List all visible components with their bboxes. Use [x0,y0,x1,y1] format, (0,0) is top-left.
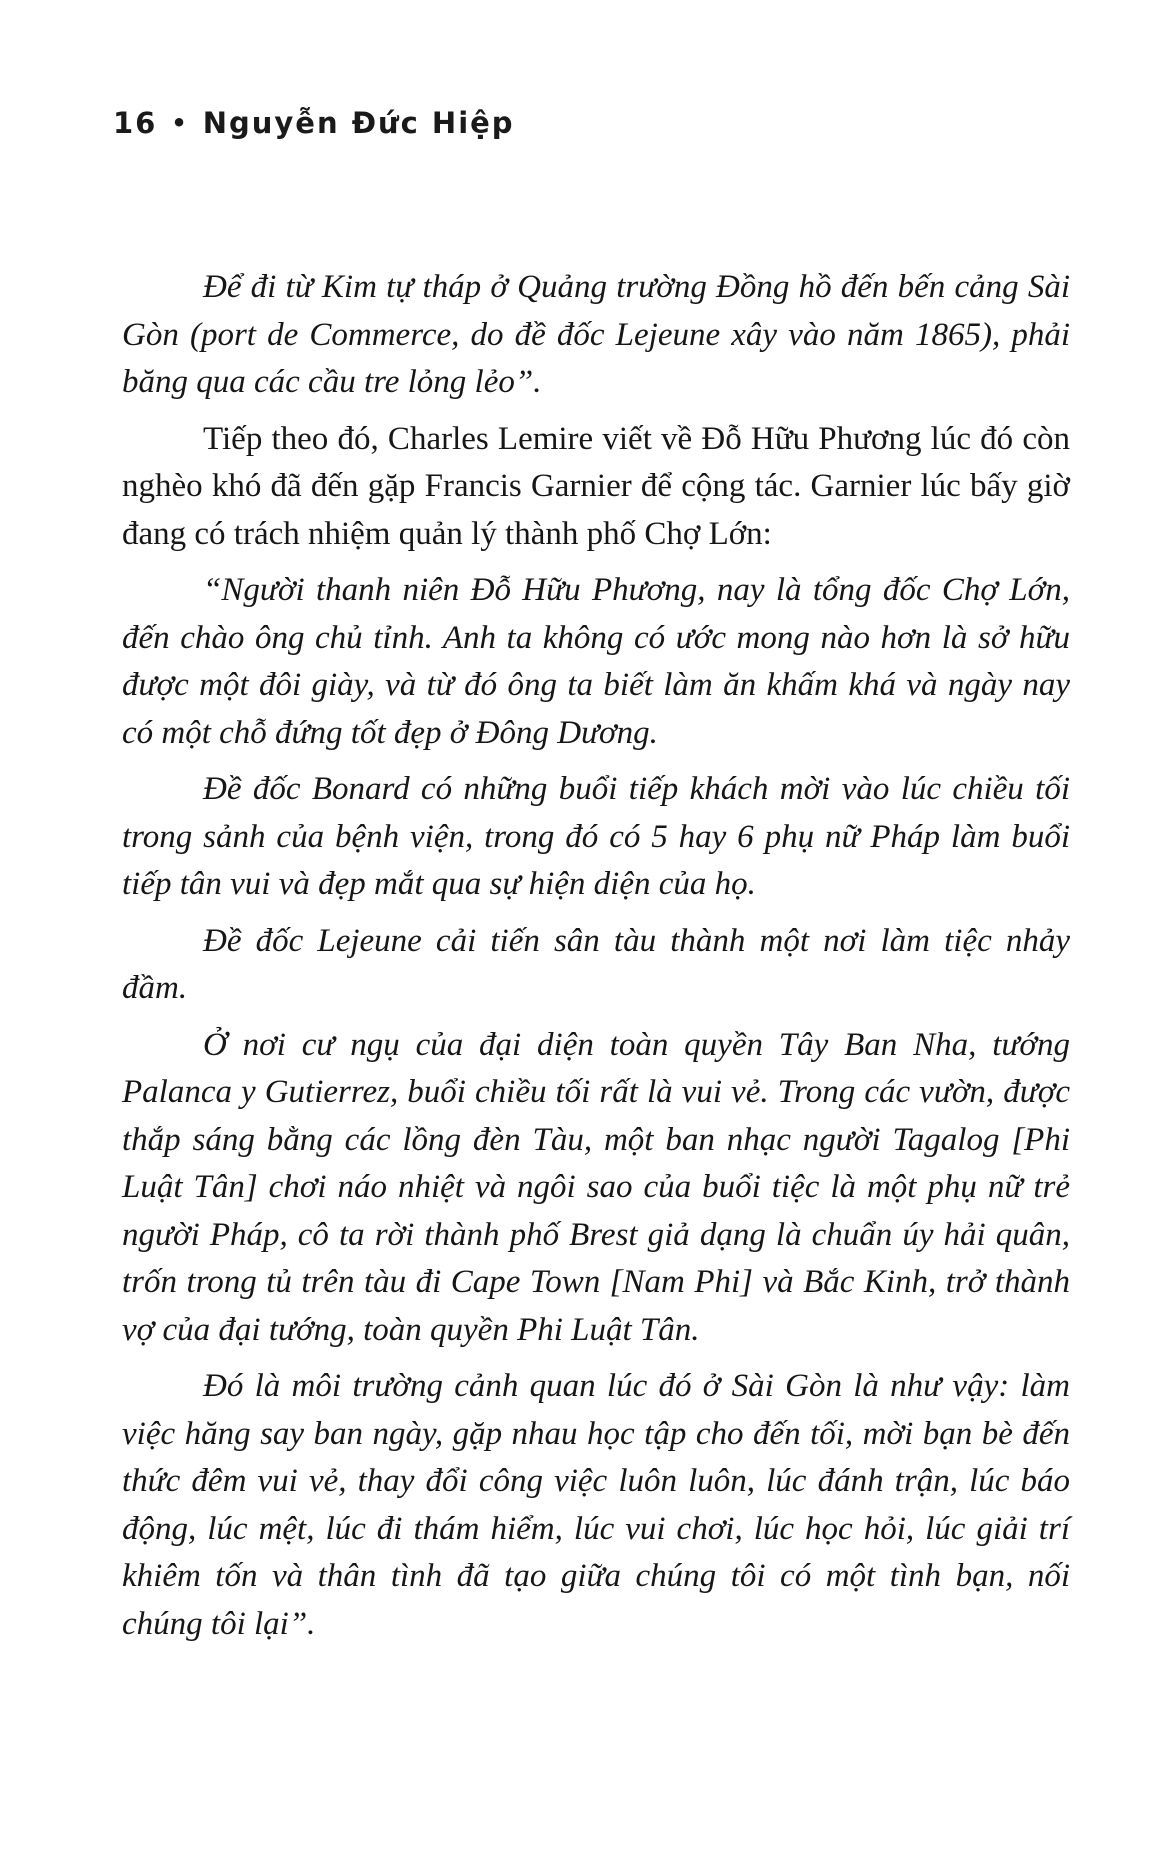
bullet-separator: • [171,109,189,137]
paragraph-quote-palanca: Ở nơi cư ngụ của đại diện toàn quyền Tây Ban Nha, tướng Palanca y Gutierrez, buổi chiều tối rất là vui vẻ. Trong các vườn, được thắp sáng bằng các lồng đèn Tàu, một ban nhạc người Tagalog [Phi Luật Tân] chơi náo nhiệt và ngôi sao của buổi tiệc là một phụ nữ trẻ người Pháp, cô ta rời thành phố Brest giả dạng là chuẩn úy hải quân, trốn trong tủ trên tàu đi Cape Town [Nam Phi] và Bắc Kinh, trở thành vợ của đại tướng, toàn quyền Phi Luật Tân. [122,1026,1070,1348]
paragraph-quote-do-huu-phuong: “Người thanh niên Đỗ Hữu Phương, nay là tổng đốc Chợ Lớn, đến chào ông chủ tỉnh. Anh ta không có ước mong nào hơn là sở hữu được một đôi giày, và từ đó ông ta biết làm ăn khấm khá và ngày nay có một chỗ đứng tốt đẹp ở Đông Dương. [122,572,1070,751]
paragraph-quote-pyramid: Để đi từ Kim tự tháp ở Quảng trường Đồng hồ đến bến cảng Sài Gòn (port de Commerce, do đề đốc Lejeune xây vào năm 1865), phải băng qua các cầu tre lỏng lẻo”. [122,269,1070,400]
page-number: 16 [113,106,158,140]
body-text [122,264,1070,1657]
paragraph-quote-saigon-life: Đó là môi trường cảnh quan lúc đó ở Sài Gòn là như vậy: làm việc hăng say ban ngày, gặp nhau học tập cho đến tối, mời bạn bè đến thức đêm vui vẻ, thay đổi công việc luôn luôn, lúc đánh trận, lúc báo động, lúc mệt, lúc đi thám hiểm, lúc vui chơi, lúc học hỏi, lúc giải trí khiêm tốn và thân tình đã tạo giữa chúng tôi có một tình bạn, nối chúng tôi lại”. [122,1368,1070,1642]
running-head [113,106,515,140]
paragraph-quote-lejeune: Đề đốc Lejeune cải tiến sân tàu thành một nơi làm tiệc nhảy đầm. [122,922,1070,1006]
paragraph-lemire-intro: Tiếp theo đó, Charles Lemire viết về Đỗ Hữu Phương lúc đó còn nghèo khó đã đến gặp Francis Garnier để cộng tác. Garnier lúc bấy giờ đang có trách nhiệm quản lý thành phố Chợ Lớn: [122,420,1070,552]
author-name: Nguyễn Đức Hiệp [202,106,515,140]
paragraph-quote-bonard: Đề đốc Bonard có những buổi tiếp khách mời vào lúc chiều tối trong sảnh của bệnh viện, trong đó có 5 hay 6 phụ nữ Pháp làm buổi tiếp tân vui và đẹp mắt qua sự hiện diện của họ. [122,771,1070,902]
